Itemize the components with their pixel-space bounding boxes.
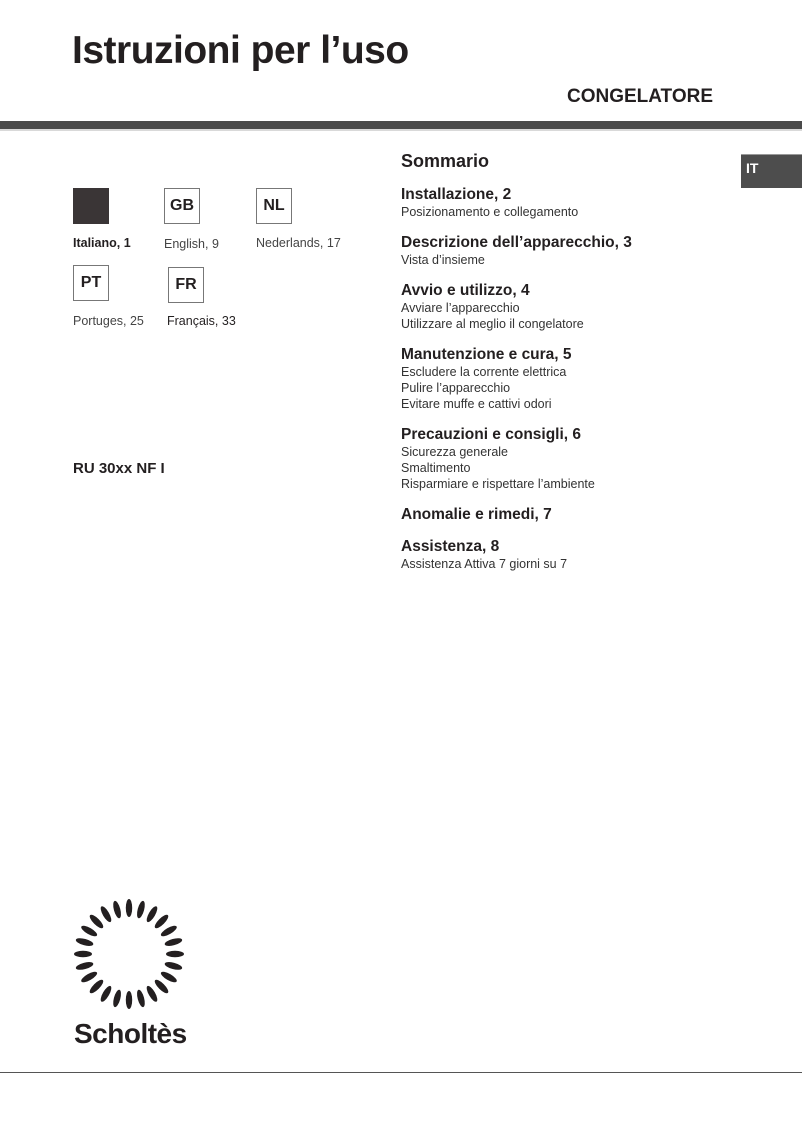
toc-subitem: Escludere la corrente elettrica <box>401 365 567 379</box>
toc-subitem: Pulire l’apparecchio <box>401 381 511 395</box>
language-item-nl[interactable] <box>256 188 292 224</box>
toc-subitem: Risparmiare e rispettare l’ambiente <box>401 477 595 491</box>
toc-section <box>401 186 731 220</box>
toc-heading[interactable]: Anomalie e rimedi, 7 <box>401 506 552 523</box>
lang-badge-nl[interactable]: NL <box>256 188 292 224</box>
toc-section <box>401 426 731 492</box>
lang-label-gb[interactable]: English, 9 <box>164 237 219 251</box>
sunburst-logo-icon <box>72 897 186 1011</box>
lang-label-fr[interactable]: Français, 33 <box>167 314 236 328</box>
toc-subitem: Sicurezza generale <box>401 445 509 459</box>
toc-section <box>401 282 731 332</box>
lang-badge-it[interactable] <box>73 188 109 224</box>
toc-subitem: Utilizzare al meglio il congelatore <box>401 317 584 331</box>
brand-name: Scholtès <box>74 1018 187 1049</box>
toc-subitem: Avviare l’apparecchio <box>401 301 520 315</box>
toc-subitem: Vista d’insieme <box>401 253 485 267</box>
model-number: RU 30xx NF I <box>73 460 165 477</box>
toc-subitem: Smaltimento <box>401 461 471 475</box>
lang-badge-gb[interactable]: GB <box>164 188 200 224</box>
table-of-contents <box>401 150 731 586</box>
toc-heading[interactable]: Precauzioni e consigli, 6 <box>401 426 582 443</box>
toc-heading[interactable]: Avvio e utilizzo, 4 <box>401 282 530 299</box>
lang-label-nl[interactable]: Nederlands, 17 <box>256 236 341 250</box>
language-item-fr[interactable] <box>168 267 204 303</box>
header-divider-bar <box>0 121 802 131</box>
toc-section <box>401 506 731 524</box>
language-item-it[interactable] <box>73 188 109 224</box>
lang-badge-pt[interactable]: PT <box>73 265 109 301</box>
product-type: CONGELATORE <box>566 86 713 107</box>
document-title: Istruzioni per l’uso <box>72 29 409 72</box>
toc-heading[interactable]: Assistenza, 8 <box>401 538 500 555</box>
toc-subitem: Assistenza Attiva 7 giorni su 7 <box>401 557 568 571</box>
toc-subitem: Posizionamento e collegamento <box>401 205 579 219</box>
language-item-gb[interactable] <box>164 188 200 224</box>
lang-badge-fr[interactable]: FR <box>168 267 204 303</box>
lang-label-pt[interactable]: Portuges, 25 <box>73 314 144 328</box>
language-side-tab: IT <box>741 154 802 188</box>
toc-heading[interactable]: Installazione, 2 <box>401 186 512 203</box>
footer-divider <box>0 1072 802 1073</box>
lang-label-it[interactable]: Italiano, 1 <box>73 236 131 250</box>
toc-heading[interactable]: Manutenzione e cura, 5 <box>401 346 572 363</box>
toc-heading[interactable]: Descrizione dell’apparecchio, 3 <box>401 234 632 251</box>
toc-subitem: Evitare muffe e cattivi odori <box>401 397 552 411</box>
toc-title: Sommario <box>401 151 490 171</box>
toc-section <box>401 234 731 268</box>
toc-section <box>401 346 731 412</box>
toc-section <box>401 538 731 572</box>
language-item-pt[interactable] <box>73 265 109 301</box>
